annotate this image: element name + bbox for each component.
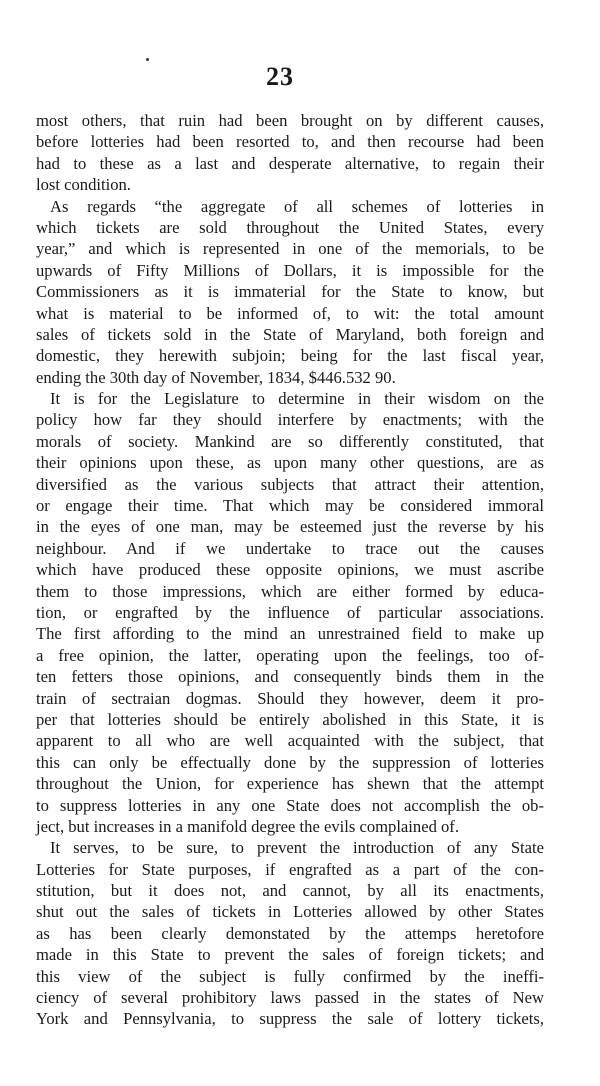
text-line: The first affording to the mind an unrestrained field to make up (36, 624, 544, 644)
text-line: ending the 30th day of November, 1834, $446.532 90. (36, 367, 396, 387)
text-line: ciency of several prohibitory laws passed in the states of New (36, 988, 544, 1008)
text-line: this view of the subject is fully confirmed by the ineffi- (36, 966, 544, 986)
text-line: made in this State to prevent the sales of foreign tickets; and (36, 945, 544, 965)
text-line: sales of tickets sold in the State of Maryland, both foreign and (36, 324, 544, 344)
text-line: train of sectraian dogmas. Should they however, deem it pro- (36, 688, 544, 708)
text-line: as has been clearly demonstated by the attemps heretofore (36, 923, 544, 943)
text-line: upwards of Fifty Millions of Dollars, it is impossible for the (36, 260, 544, 280)
text-line: stitution, but it does not, and cannot, by all its enactments, (36, 881, 544, 901)
text-line: per that lotteries should be entirely abolished in this State, it is (36, 709, 544, 729)
text-line: morals of society. Mankind are so differently constituted, that (36, 431, 544, 451)
text-line: in the eyes of one man, may be esteemed just the reverse by his (36, 517, 544, 537)
text-line: domestic, they herewith subjoin; being for the last fiscal year, (36, 346, 544, 366)
body-text (36, 110, 544, 1030)
text-line: what is material to be informed of, to wit: the total amount (36, 303, 544, 323)
text-line: them to those impressions, which are either formed by educa- (36, 581, 544, 601)
text-line: Lotteries for State purposes, if engrafted as a part of the con- (36, 859, 544, 879)
text-line: most others, that ruin had been brought on by different causes, (36, 111, 544, 130)
text-line: shut out the sales of tickets in Lotteries allowed by other States (36, 902, 544, 922)
text-line: tion, or engrafted by the influence of particular associations. (36, 602, 544, 622)
text-line: a free opinion, the latter, operating upon the feelings, too of- (36, 645, 544, 665)
text-line: apparent to all who are well acquainted with the subject, that (36, 731, 544, 751)
text-line: this can only be effectually done by the suppression of lotteries (36, 752, 544, 772)
text-line: to suppress lotteries in any one State does not accomplish the ob- (36, 795, 544, 815)
text-line: As regards “the aggregate of all schemes of lotteries in (50, 196, 544, 216)
text-line: year,” and which is represented in one of the memorials, to be (36, 239, 544, 259)
text-line: diversified as the various subjects that attract their attention, (36, 474, 544, 494)
text-line: It serves, to be sure, to prevent the introduction of any State (50, 838, 544, 858)
text-line: York and Pennsylvania, to suppress the sale of lottery tickets, (36, 1009, 544, 1029)
text-line: before lotteries had been resorted to, and then recourse had been (36, 132, 544, 152)
text-line: their opinions upon these, as upon many other questions, are as (36, 453, 544, 473)
text-line: policy how far they should interfere by enactments; with the (36, 410, 544, 430)
text-line: It is for the Legislature to determine in their wisdom on the (50, 389, 544, 409)
text-line: lost condition. (36, 175, 131, 195)
text-line: which tickets are sold throughout the United States, every (36, 217, 544, 237)
text-line: throughout the Union, for experience has shewn that the attempt (36, 774, 544, 794)
text-line: had to these as a last and desperate alternative, to regain their (36, 153, 544, 173)
text-line: ject, but increases in a manifold degree the evils complained of. (36, 816, 459, 836)
page-number: 23 (266, 62, 294, 91)
ink-speck (146, 58, 149, 61)
text-line: which have produced these opposite opinions, we must ascribe (36, 560, 544, 580)
text-line: or engage their time. That which may be considered immoral (36, 496, 544, 516)
text-line: Commissioners as it is immaterial for the State to know, but (36, 282, 544, 302)
text-line: ten fetters those opinions, and consequently binds them in the (36, 667, 544, 687)
text-line: neighbour. And if we undertake to trace out the causes (36, 538, 544, 558)
